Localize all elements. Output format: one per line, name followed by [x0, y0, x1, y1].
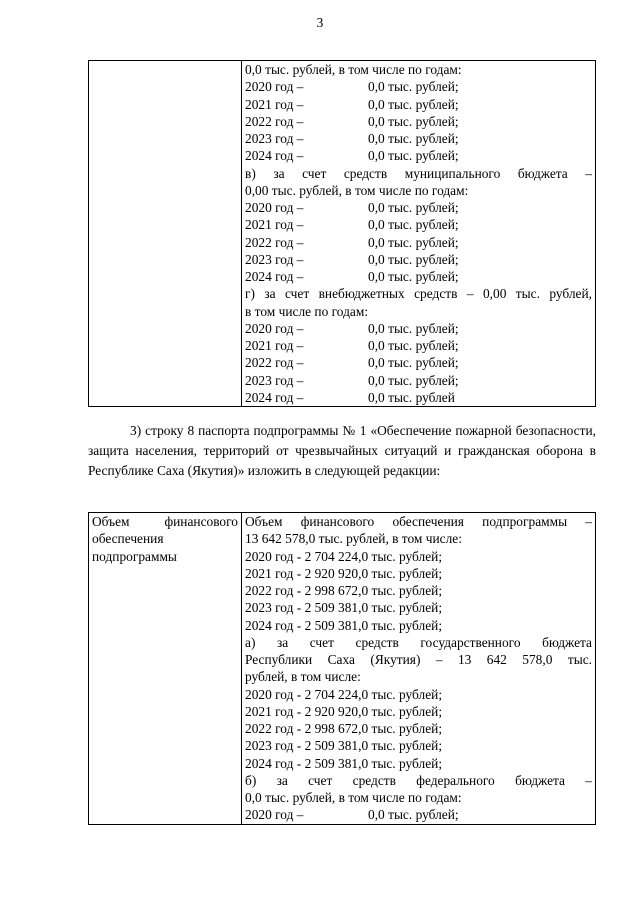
text-line: [245, 337, 592, 354]
text-line: 2022 год - 2 998 672,0 тыс. рублей;: [245, 583, 443, 598]
amount-value: 0,0 тыс. рублей;: [368, 234, 459, 250]
amount-value: 0,0 тыс. рублей;: [368, 807, 459, 823]
text-line: 2020 год - 2 704 224,0 тыс. рублей;: [245, 686, 443, 702]
amount-value: 0,0 тыс. рублей;: [368, 355, 459, 371]
text-line: 2023 год - 2 509 381,0 тыс. рублей;: [245, 738, 443, 754]
text-line: [245, 372, 592, 389]
year-label: 2024 год –: [245, 389, 304, 405]
amount-value: 0,0 тыс. рублей;: [368, 79, 459, 95]
amount-value: 0,0 тыс. рублей;: [368, 131, 459, 146]
text-line: Объем финансового обеспечения подпрограммы –: [245, 514, 592, 529]
year-label: 2022 год –: [245, 113, 304, 129]
amount-value: 0,0 тыс. рублей: [368, 389, 455, 405]
year-label: 2021 год –: [245, 96, 304, 112]
year-label: 2023 год –: [245, 372, 304, 388]
text-line: Республики Саха (Якутия) – 13 642 578,0 тыс.: [245, 652, 592, 667]
text-line: [245, 199, 592, 216]
text-line: б) за счет средств федерального бюджета –: [245, 772, 592, 788]
amount-value: 0,0 тыс. рублей;: [368, 96, 459, 112]
funding-volume-details-cell: [242, 513, 596, 825]
table-row: [89, 513, 596, 825]
text-line: [245, 354, 592, 371]
text-line: 0,0 тыс. рублей, в том числе по годам:: [245, 62, 462, 77]
year-label: 2022 год –: [245, 355, 304, 371]
year-label: 2020 год –: [245, 200, 304, 215]
text-line: 0,00 тыс. рублей, в том числе по годам:: [245, 182, 469, 198]
text-line: 2023 год - 2 509 381,0 тыс. рублей;: [245, 600, 443, 616]
amendment-paragraph: [88, 421, 596, 481]
label-line: подпрограммы: [92, 548, 177, 564]
text-line: 0,0 тыс. рублей, в том числе по годам:: [245, 790, 462, 805]
text-line: 2022 год - 2 998 672,0 тыс. рублей;: [245, 721, 443, 736]
empty-label-cell: [89, 61, 242, 407]
funding-volume-label-cell: [89, 513, 242, 825]
label-line: обеспечения: [92, 531, 164, 547]
funding-details-cell: [242, 61, 596, 407]
amount-value: 0,0 тыс. рублей;: [368, 338, 459, 353]
label-line: Объем финансового: [92, 514, 238, 529]
amount-value: 0,0 тыс. рублей;: [368, 251, 459, 267]
text-line: а) за счет средств государственного бюджета: [245, 634, 592, 650]
year-label: 2023 год –: [245, 251, 304, 267]
text-line: 2024 год - 2 509 381,0 тыс. рублей;: [245, 755, 443, 771]
text-line: [245, 147, 592, 164]
text-line: [245, 130, 592, 147]
funding-table-continuation: [88, 60, 596, 407]
text-line: [245, 216, 592, 233]
text-line: 2021 год - 2 920 920,0 тыс. рублей;: [245, 703, 443, 719]
text-line: [245, 96, 592, 113]
year-label: 2021 год –: [245, 217, 304, 233]
text-line: [245, 268, 592, 285]
text-line: [245, 113, 592, 130]
text-line: 2024 год - 2 509 381,0 тыс. рублей;: [245, 617, 443, 633]
page-number: 3: [316, 15, 324, 30]
amount-value: 0,0 тыс. рублей;: [368, 217, 459, 233]
year-label: 2023 год –: [245, 131, 304, 146]
text-line: рублей, в том числе:: [245, 669, 361, 685]
text-line: 13 642 578,0 тыс. рублей, в том числе:: [245, 531, 462, 547]
text-line: [245, 806, 592, 823]
text-line: г) за счет внебюджетных средств – 0,00 тыс. рублей,: [245, 286, 592, 302]
text-line: 2020 год - 2 704 224,0 тыс. рублей;: [245, 548, 443, 564]
amount-value: 0,0 тыс. рублей;: [368, 372, 459, 388]
year-label: 2020 год –: [245, 320, 304, 336]
funding-volume-table: [88, 512, 596, 825]
amendment-paragraph-text: 3) строку 8 паспорта подпрограммы № 1 «Обеспечение пожарной безопасности, защита населения, территорий от чрезвычайных ситуаций и гражданская оборона в Республике Саха (Якутия)» изложить в следующей редакции:: [88, 423, 596, 478]
year-label: 2024 год –: [245, 269, 304, 284]
text-line: [245, 78, 592, 95]
text-line: [245, 389, 592, 406]
text-line: в том числе по годам:: [245, 303, 369, 319]
year-label: 2022 год –: [245, 234, 304, 250]
amount-value: 0,0 тыс. рублей;: [368, 269, 459, 284]
amount-value: 0,0 тыс. рублей;: [368, 113, 459, 129]
amount-value: 0,0 тыс. рублей;: [368, 200, 459, 215]
year-label: 2024 год –: [245, 148, 304, 164]
year-label: 2020 год –: [245, 807, 304, 823]
amount-value: 0,0 тыс. рублей;: [368, 320, 459, 336]
text-line: 2021 год - 2 920 920,0 тыс. рублей;: [245, 565, 443, 581]
year-label: 2020 год –: [245, 79, 304, 95]
amount-value: 0,0 тыс. рублей;: [368, 148, 459, 164]
year-label: 2021 год –: [245, 338, 304, 353]
text-line: [245, 234, 592, 251]
text-line: в) за счет средств муниципального бюджета –: [245, 165, 592, 181]
text-line: [245, 320, 592, 337]
text-line: [245, 251, 592, 268]
table-row: [89, 61, 596, 407]
